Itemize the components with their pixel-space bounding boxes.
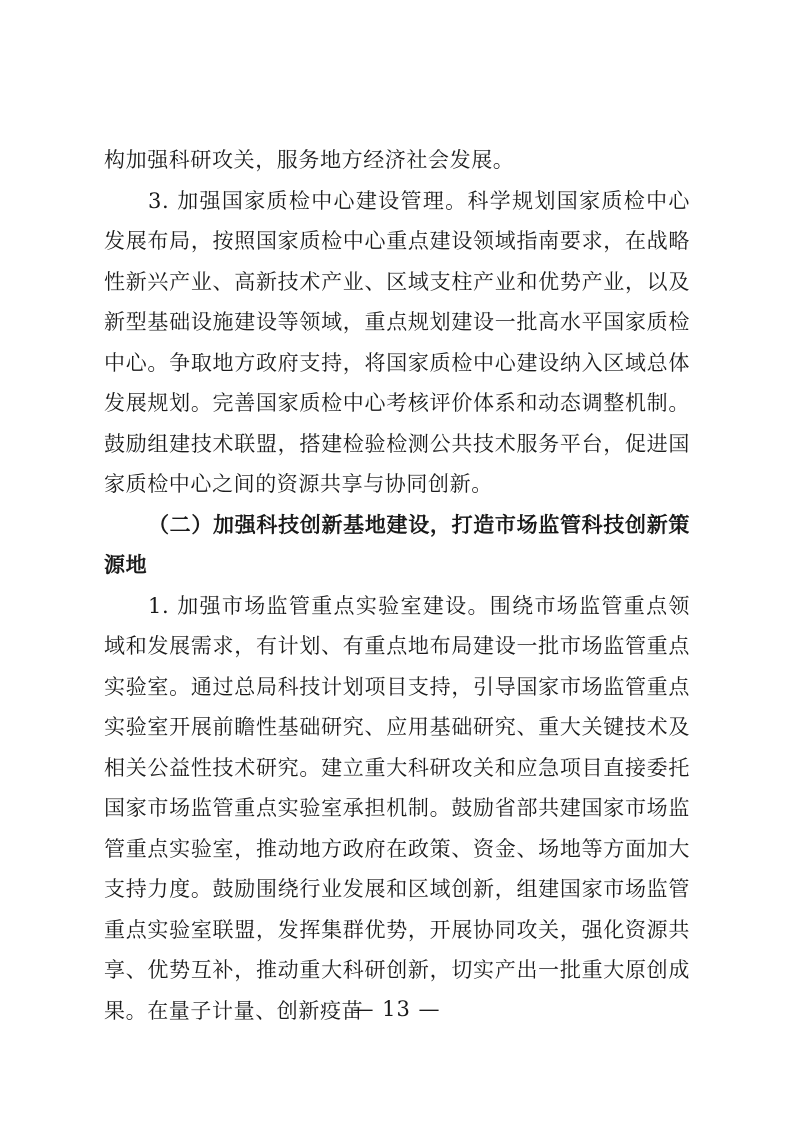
paragraph-continuation: 构加强科研攻关，服务地方经济社会发展。	[104, 148, 515, 172]
page-number: — 13 —	[352, 997, 441, 1021]
paragraph-item-3: 3. 加强国家质检中心建设管理。科学规划国家质检中心发展布局，按照国家质检中心重点建设领域指南要求，在战略性新兴产业、高新技术产业、区域支柱产业和优势产业，以及新型基础设施建设等领域，重点规划建设一批高水平国家质检中心。争取地方政府支持，将国家质检中心建设纳入区域总体发展规划。完善国家质检中心考核评价体系和动态调整机制。鼓励组建技术联盟，搭建检验检测公共技术服务平台，促进国家质检中心之间的资源共享与协同创新。	[104, 188, 690, 496]
document-body	[104, 140, 690, 1031]
section-heading: （二）加强科技创新基地建设，打造市场监管科技创新策源地	[104, 512, 690, 577]
paragraph-item-1: 1. 加强市场监管重点实验室建设。围绕市场监管重点领域和发展需求，有计划、有重点地布局建设一批市场监管重点实验室。通过总局科技计划项目支持，引导国家市场监管重点实验室开展前瞻性基础研究、应用基础研究、重大关键技术及相关公益性技术研究。建立重大科研攻关和应急项目直接委托国家市场监管重点实验室承担机制。鼓励省部共建国家市场监管重点实验室，推动地方政府在政策、资金、场地等方面加大支持力度。鼓励围绕行业发展和区域创新，组建国家市场监管重点实验室联盟，发挥集群优势，开展协同攻关，强化资源共享、优势互补，推动重大科研创新，切实产出一批重大原创成果。在量子计量、创新疫苗	[104, 593, 690, 1023]
